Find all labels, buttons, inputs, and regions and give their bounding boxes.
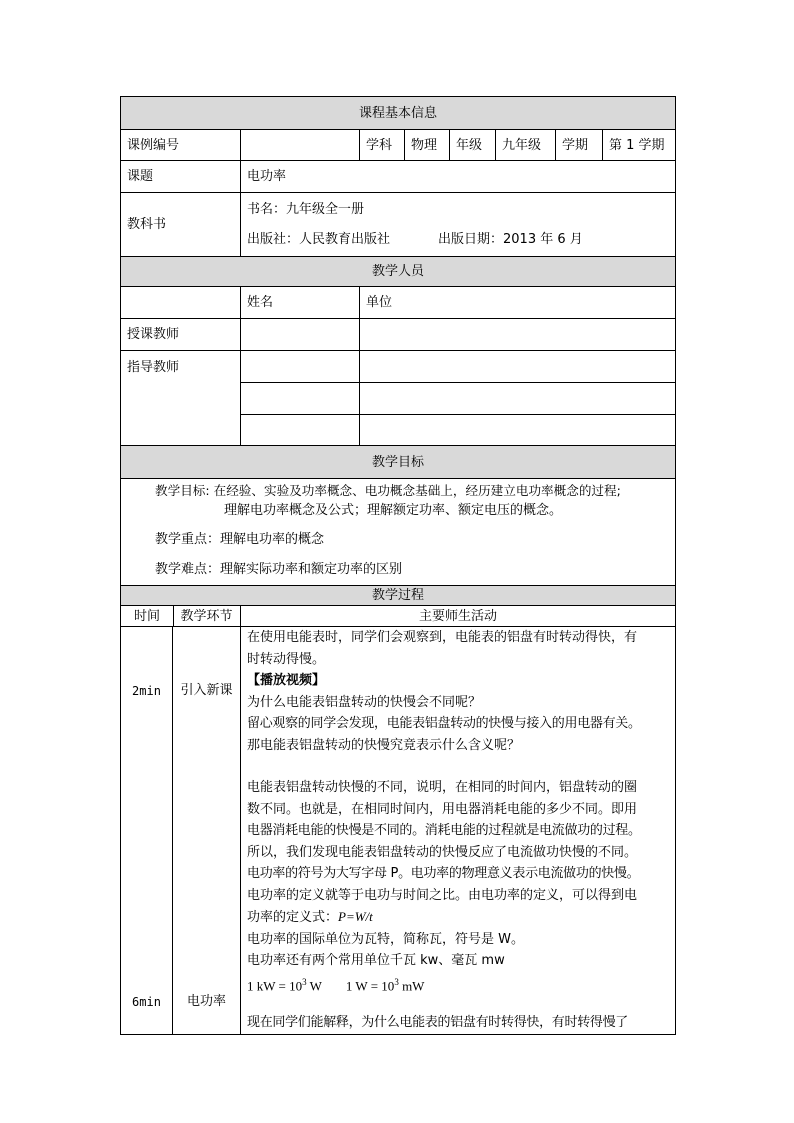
- term-value: 第 1 学期: [603, 130, 676, 161]
- activity-line: 电器消耗电能的快慢是不同的。消耗电能的过程就是电流做功的过程。: [247, 823, 641, 838]
- case-no-value: [241, 130, 360, 161]
- basic-info-header: 课程基本信息: [121, 97, 676, 130]
- activity-line: 数不同。也就是，在相同时间内，用电器消耗电能的多少不同。即用: [247, 801, 638, 817]
- row-2-time: 6min: [132, 995, 161, 1009]
- power-formula: P=W/t: [338, 909, 373, 924]
- subject-label: 学科: [360, 130, 405, 161]
- process-left-cell: [121, 627, 241, 1035]
- paragraph-gap: [247, 996, 671, 1012]
- activity-line: 电功率的国际单位为瓦特，简称瓦，符号是 W。: [247, 931, 524, 947]
- term-label: 学期: [556, 130, 603, 161]
- grade-value: 九年级: [496, 130, 556, 161]
- grade-label: 年级: [450, 130, 496, 161]
- difficulty: 教学难点：理解实际功率和额定功率的区别: [155, 562, 403, 577]
- lesson-plan-page: [120, 96, 675, 1035]
- activity-line: 电能表铝盘转动快慢的不同，说明，在相同的时间内，铝盘转动的圈: [247, 780, 638, 795]
- topic-value: 电功率: [241, 161, 676, 193]
- advisor-name-3: [241, 415, 360, 446]
- time-column-header: 时间 教学环节: [121, 606, 241, 627]
- activity-line: 电功率还有两个常用单位千瓦 kw、毫瓦 mw: [247, 953, 505, 968]
- publisher: 出版社：人民教育出版社: [247, 231, 391, 247]
- unit-conversion-line: 1 kW = $10^3$ W 1 $W = 10^3$ mW: [247, 976, 425, 993]
- activity-line: 留心观察的同学会发现，电能表铝盘转动的快慢与接入的用电器有关。: [247, 716, 641, 731]
- advisor-unit-2: [360, 383, 676, 415]
- advisor-name-1: [241, 351, 360, 383]
- advisor-unit-1: [360, 351, 676, 383]
- activity-line: 所以，我们发现电能表铝盘转动的快慢反应了电流做功快慢的不同。: [247, 844, 638, 860]
- activity-line: 电功率的符号为大写字母 P。电功率的物理意义表示电流做功的快慢。: [247, 866, 640, 881]
- activity-line: 在使用电能表时，同学们会观察到，电能表的铝盘有时转动得快，有: [247, 630, 638, 645]
- teacher-name: [241, 319, 360, 351]
- advisor-label: 指导教师: [121, 351, 241, 446]
- teacher-label: 授课教师: [121, 319, 241, 351]
- key-point: 教学重点：理解电功率的概念: [155, 532, 325, 547]
- activity-line: 为什么电能表铝盘转动的快慢会不同呢？: [247, 694, 482, 710]
- case-no-label: 课例编号: [121, 130, 241, 161]
- name-column-header: 姓名: [241, 287, 360, 319]
- publisher-line: [247, 225, 669, 255]
- subject-value: 物理: [405, 130, 450, 161]
- activity-line: 现在同学们能解释，为什么电能表的铝盘有时转得快，有时转得慢了: [247, 1015, 629, 1031]
- activity-cell: [241, 627, 676, 1035]
- staff-header: 教学人员: [121, 257, 676, 287]
- activity-column-header: 主要师生活动: [241, 606, 676, 627]
- advisor-name-2: [241, 383, 360, 415]
- paragraph-gap: [247, 756, 671, 777]
- row-1-stage: 引入新课: [180, 683, 233, 698]
- activity-line: 那电能表铝盘转动的快慢究竟表示什么含义呢？: [247, 737, 521, 753]
- activity-line: 时转动得慢。: [247, 651, 326, 667]
- goals-header: 教学目标: [121, 446, 676, 479]
- row-1-time: 2min: [132, 684, 161, 698]
- teacher-unit: [360, 319, 676, 351]
- process-header: 教学过程: [121, 586, 676, 606]
- objective-line-1: 教学目标: 在经验、实验及功率概念、电功概念基础上，经历建立电功率概念的过程;: [155, 483, 621, 498]
- textbook-info: [241, 193, 676, 257]
- goals-content: [121, 479, 676, 586]
- formula-line: 功率的定义式：P=W/t: [247, 909, 373, 925]
- objective-line-2: 理解电功率概念及公式；理解额定功率、额定电压的概念。: [224, 503, 563, 518]
- row-2-stage: 电功率: [186, 994, 226, 1009]
- play-video-note: 【播放视频】: [247, 673, 326, 688]
- staff-blank-cell: [121, 287, 241, 319]
- lesson-plan-table: [120, 96, 676, 1035]
- publication-date: 出版日期：2013 年 6 月: [438, 231, 583, 247]
- advisor-unit-3: [360, 415, 676, 446]
- activity-line: 电功率的定义就等于电功与时间之比。由电功率的定义，可以得到电: [247, 887, 638, 903]
- book-name: 书名：九年级全一册: [247, 201, 365, 217]
- topic-label: 课题: [121, 161, 241, 193]
- textbook-label: 教科书: [121, 193, 241, 257]
- unit-column-header: 单位: [360, 287, 676, 319]
